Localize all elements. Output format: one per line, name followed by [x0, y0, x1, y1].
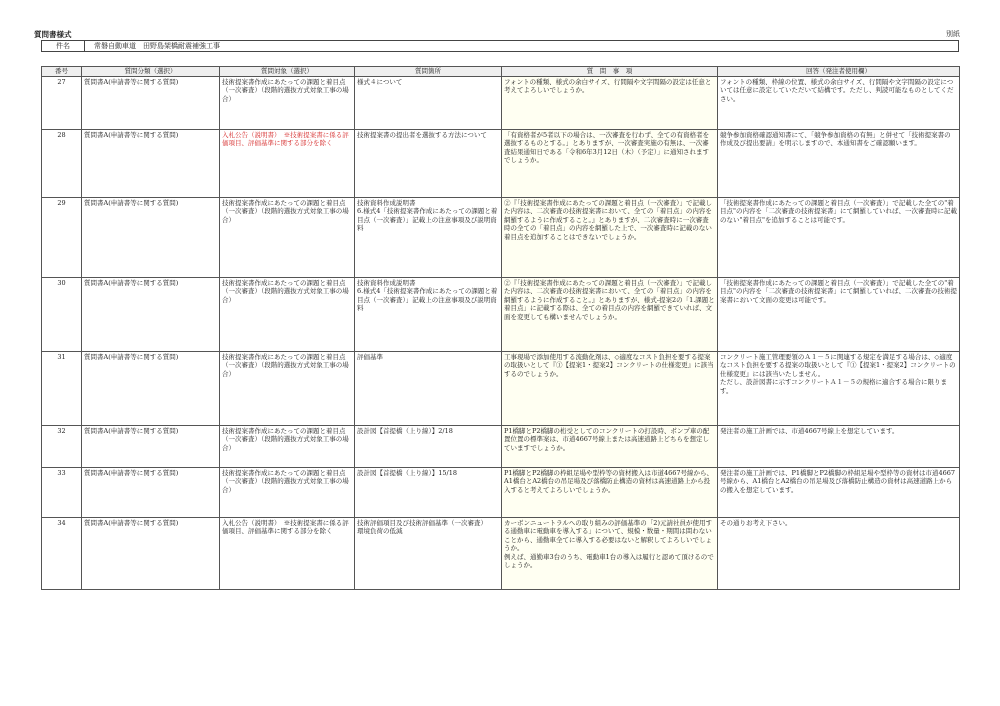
question-table — [41, 66, 960, 590]
project-row — [41, 40, 959, 52]
cell-question: 「有資格者が5者以下の場合は、一次審査を行わず、全ての有資格者を選抜するものとする。」とありますが、一次審査実施の有無は、一次審査結果通知日である「令和6年3月12日（木）（予定）」に通知されますでしょうか。 — [502, 130, 718, 198]
col-header-category: 質問分類（選択） — [82, 67, 220, 77]
cell-target: 技術提案書作成にあたっての課題と着目点（一次審査）（段階的選抜方式対象工事の場合） — [220, 77, 355, 130]
cell-question: カーボンニュートラルへの取り組みの評価基準の「2)元請社員が使用する通勤車に電動車を導入する」について、規模・数量・期間は問わないことから、通勤車全てに導入する必要はないと解釈してよろしいでしょうか。 例えば、通勤車3台のうち、電動車1台の導入は履行と認めて頂けるのでしょうか。 — [502, 518, 718, 590]
cell-answer: 発注者の施工計画では、P1橋脚とP2橋脚の枠組足場や型枠等の資材は市道4667号線から、A1橋台とA2橋台の吊足場及び落橋防止構造の資材は高速道路上からの搬入を想定しています。 — [718, 468, 960, 518]
col-header-location: 質問箇所 — [355, 67, 502, 77]
cell-location: 設計図【首提橋（上り線）】15/18 — [355, 468, 502, 518]
attachment-label: 別紙 — [946, 30, 960, 38]
cell-number: 29 — [42, 198, 82, 278]
cell-answer: 「技術提案書作成にあたっての課題と着目点（一次審査）」で記載した全ての"着目点"の内容を「二次審査の技術提案書」にて網羅していれば、二次審査の技術提案書において文面の変更は可能です。 — [718, 278, 960, 352]
cell-question: P1橋脚とP2橋脚の桁受としてのコンクリートの打設時、ポンプ車の配置位置の標準案は、市道4667号線上または高速道路上どちらを想定していますでしょうか。 — [502, 426, 718, 468]
table-row — [42, 352, 960, 426]
cell-number: 31 — [42, 352, 82, 426]
cell-location: 技術評価項目及び技術評価基準（一次審査） 環境負荷の低減 — [355, 518, 502, 590]
page-header — [34, 29, 960, 39]
col-header-target: 質問対象（選択） — [220, 67, 355, 77]
project-name: 常磐自動車道 田野島架橋耐震補強工事 — [94, 42, 220, 50]
cell-location: 技術資料作成説明書 6.様式4「技術提案書作成にあたっての課題と着目点（一次審査）」記載上の注意事項及び説明資料 — [355, 278, 502, 352]
cell-answer: コンクリート施工管理要領のＡ１－５に関連する規定を満足する場合は、◇適度なコスト負担を要する提案の取扱いとして『①【提案1・提案2】コンクリートの仕様変更』には該当いたしません。 ただし、設計図書に示すコンクリートＡ１－５の規格に適合する場合に限ります。 — [718, 352, 960, 426]
cell-category: 質問書A(申請書等に関する質問) — [82, 468, 220, 518]
cell-location: 評価基準 — [355, 352, 502, 426]
table-row — [42, 426, 960, 468]
cell-category: 質問書A(申請書等に関する質問) — [82, 198, 220, 278]
col-header-number: 番号 — [42, 67, 82, 77]
cell-number: 34 — [42, 518, 82, 590]
table-row — [42, 468, 960, 518]
col-header-question: 質 問 事 項 — [502, 67, 718, 77]
table-header-row — [42, 67, 960, 77]
cell-number: 27 — [42, 77, 82, 130]
table-row — [42, 518, 960, 590]
cell-answer: 発注者の施工計画では、市道4667号線上を想定しています。 — [718, 426, 960, 468]
document-title: 質問書様式 — [34, 30, 72, 39]
cell-question: ②『「技術提案書作成にあたっての課題と着目点（一次審査）」で記載した内容は、二次審査の技術提案書において、全ての「着目点」の内容を網羅するように作成すること。』とありますが、様式-提案2の「1.課題と着目点」に記載する際は、全ての着目点の内容を網羅できていれば、文面を変更しても構いませんでしょうか。 — [502, 278, 718, 352]
cell-number: 30 — [42, 278, 82, 352]
cell-category: 質問書A(申請書等に関する質問) — [82, 518, 220, 590]
cell-number: 33 — [42, 468, 82, 518]
cell-category: 質問書A(申請書等に関する質問) — [82, 352, 220, 426]
cell-answer: その通りお考え下さい。 — [718, 518, 960, 590]
cell-question: 工事現場で添加使用する流動化剤は、◇適度なコスト負担を要する提案の取扱いとして『①【提案1・提案2】コンクリートの仕様変更』に該当するのでしょうか。 — [502, 352, 718, 426]
cell-number: 32 — [42, 426, 82, 468]
cell-category: 質問書A(申請書等に関する質問) — [82, 426, 220, 468]
cell-question: フォントの種類、様式の余白サイズ、行間隔や文字間隔の設定は任意と考えてよろしいでしょうか。 — [502, 77, 718, 130]
cell-category: 質問書A(申請書等に関する質問) — [82, 130, 220, 198]
cell-target: 技術提案書作成にあたっての課題と着目点（一次審査）（段階的選抜方式対象工事の場合） — [220, 278, 355, 352]
cell-answer: 競争参加資格確認通知書にて、「競争参加資格の有無」と併せて「技術提案書の作成及び提出要請」を明示しますので、本通知書をご確認願います。 — [718, 130, 960, 198]
cell-location: 技術資料作成説明書 6.様式4「技術提案書作成にあたっての課題と着目点（一次審査）」記載上の注意事項及び説明資料 — [355, 198, 502, 278]
table-row — [42, 77, 960, 130]
col-header-answer: 回答（発注者使用欄） — [718, 67, 960, 77]
cell-answer: フォントの種類、枠線の位置、様式の余白サイズ、行間隔や文字間隔の設定については任意に設定していただいて結構です。ただし、判読可能なものとしてください。 — [718, 77, 960, 130]
cell-target: 技術提案書作成にあたっての課題と着目点（一次審査）（段階的選抜方式対象工事の場合） — [220, 198, 355, 278]
cell-target: 入札公告（説明書） ※技術提案書に係る評価項目、評価基準に関する部分を除く — [220, 130, 355, 198]
table-row — [42, 278, 960, 352]
cell-question: P1橋脚とP2橋脚の枠組足場や型枠等の資材搬入は市道4667号線から、A1橋台とA2橋台の吊足場及び落橋防止構造の資材は高速道路上から投入すると考えてよろしいでしょうか。 — [502, 468, 718, 518]
table-body — [42, 77, 960, 590]
table-row — [42, 130, 960, 198]
cell-location: 設計図【首提橋（上り線）】2/18 — [355, 426, 502, 468]
cell-target: 技術提案書作成にあたっての課題と着目点（一次審査）（段階的選抜方式対象工事の場合） — [220, 426, 355, 468]
cell-location: 様式４について — [355, 77, 502, 130]
cell-target: 入札公告（説明書） ※技術提案書に係る評価項目、評価基準に関する部分を除く — [220, 518, 355, 590]
table-row — [42, 198, 960, 278]
cell-target: 技術提案書作成にあたっての課題と着目点（一次審査）（段階的選抜方式対象工事の場合） — [220, 352, 355, 426]
cell-category: 質問書A(申請書等に関する質問) — [82, 77, 220, 130]
cell-location: 技術提案書の提出者を選抜する方法について — [355, 130, 502, 198]
cell-number: 28 — [42, 130, 82, 198]
cell-answer: 「技術提案書作成にあたっての課題と着目点（一次審査）」で記載した全ての"着目点"の内容を「二次審査の技術提案書」にて網羅していれば、一次審査時に記載のない"着目点"を追加することは可能です。 — [718, 198, 960, 278]
project-label: 件名 — [42, 41, 85, 51]
cell-question: ②『「技術提案書作成にあたっての課題と着目点（一次審査）」で記載した内容は、二次審査の技術提案書において、全ての「着目点」の内容を網羅するように作成すること。』とありますが、二次審査時に一次審査時の全ての「着目点」の内容を網羅した上で、一次審査時に記載のない着目点を追加することはできないでしょうか。 — [502, 198, 718, 278]
cell-target: 技術提案書作成にあたっての課題と着目点（一次審査）（段階的選抜方式対象工事の場合） — [220, 468, 355, 518]
cell-category: 質問書A(申請書等に関する質問) — [82, 278, 220, 352]
